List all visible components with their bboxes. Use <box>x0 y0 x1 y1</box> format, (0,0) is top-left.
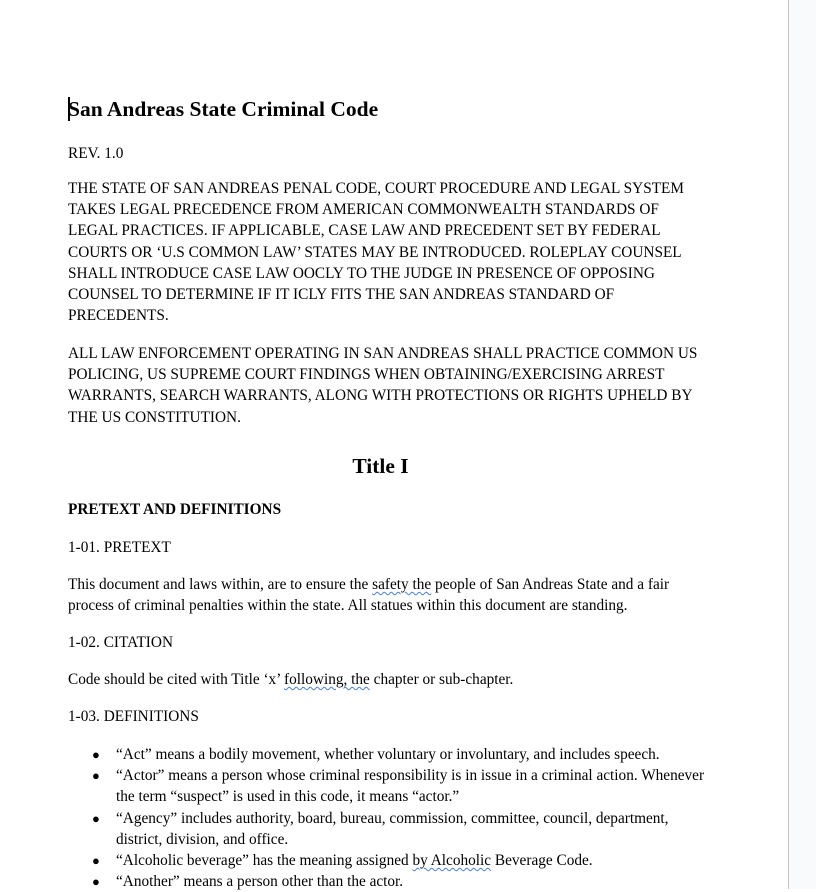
list-item <box>68 808 708 850</box>
document-title: San Andreas State Criminal Code <box>68 97 379 121</box>
section-1-01-text <box>68 574 698 616</box>
section-1-02-heading: 1-02. CITATION <box>68 634 173 651</box>
intro-paragraph-2: ALL LAW ENFORCEMENT OPERATING IN SAN ANDREAS SHALL PRACTICE COMMON US POLICING, US SUPREME COURT FINDINGS WHEN OBTAINING/EXERCISING ARREST WARRANTS, SEARCH WARRANTS, ALONG WITH PROTECTIONS OR RIGHTS UPHELD BY THE US CONSTITUTION. <box>68 345 698 426</box>
text-run: This document and laws within, are to ensure the <box>68 576 373 593</box>
intro-paragraph-1: THE STATE OF SAN ANDREAS PENAL CODE, COURT PROCEDURE AND LEGAL SYSTEM TAKES LEGAL PRECEDENCE FROM AMERICAN COMMONWEALTH STANDARDS OF LEGAL PRACTICES. IF APPLICABLE, CASE LAW AND PRECEDENT SET BY FEDERAL COURTS OR ‘U.S COMMON LAW’ STATES MAY BE INTRODUCED. ROLEPLAY COUNSEL SHALL INTRODUCE CASE LAW OOCLY TO THE JUDGE IN PRESENCE OF OPPOSING COUNSEL TO DETERMINE IF IT ICLY FITS THE SAN ANDREAS STANDARD OF PRECEDENTS. <box>68 180 685 325</box>
title-heading: Title I <box>352 454 409 478</box>
revision-label: REV. 1.0 <box>68 145 124 162</box>
list-item <box>68 744 708 765</box>
definition-text: “Act” means a bodily movement, whether voluntary or involuntary, and includes speech. <box>116 746 660 763</box>
list-item <box>68 850 708 871</box>
bullet-icon: ● <box>92 810 100 826</box>
bullet-icon: ● <box>92 747 100 762</box>
text-run: people of San Andreas State and a fair process of criminal penalties within the state. All statues within this document are standing. <box>68 576 670 615</box>
section-1-03-heading: 1-03. DEFINITIONS <box>68 708 199 725</box>
definition-text: “Agency” includes authority, board, bureau, commission, committee, council, department, district, division, and office. <box>116 809 669 848</box>
section-1-02-text <box>68 669 698 690</box>
bullet-icon: ● <box>92 853 100 869</box>
grammar-flag[interactable]: safety the <box>372 576 432 593</box>
definition-text: “Actor” means a person whose criminal responsibility is in issue in a criminal action. Whenever the term “suspect” is used in this code, it means “actor.” <box>116 767 705 806</box>
definition-text: Beverage Code. <box>491 852 593 870</box>
side-panel <box>788 0 816 889</box>
grammar-flag[interactable]: by Alcoholic <box>412 852 492 870</box>
section-1-01-heading: 1-01. PRETEXT <box>68 539 171 556</box>
list-item <box>68 765 708 807</box>
section-heading: PRETEXT AND DEFINITIONS <box>68 501 282 518</box>
definition-text: “Alcoholic beverage” has the meaning assigned <box>116 852 413 870</box>
grammar-flag[interactable]: following, the <box>284 671 370 688</box>
definition-text: “Another” means a person other than the actor. <box>116 873 404 891</box>
bullet-icon: ● <box>92 768 100 784</box>
bullet-icon: ● <box>92 874 100 890</box>
text-run: chapter or sub-chapter. <box>369 671 514 688</box>
definitions-list <box>68 744 708 892</box>
text-run: Code should be cited with Title ‘x’ <box>68 671 284 688</box>
